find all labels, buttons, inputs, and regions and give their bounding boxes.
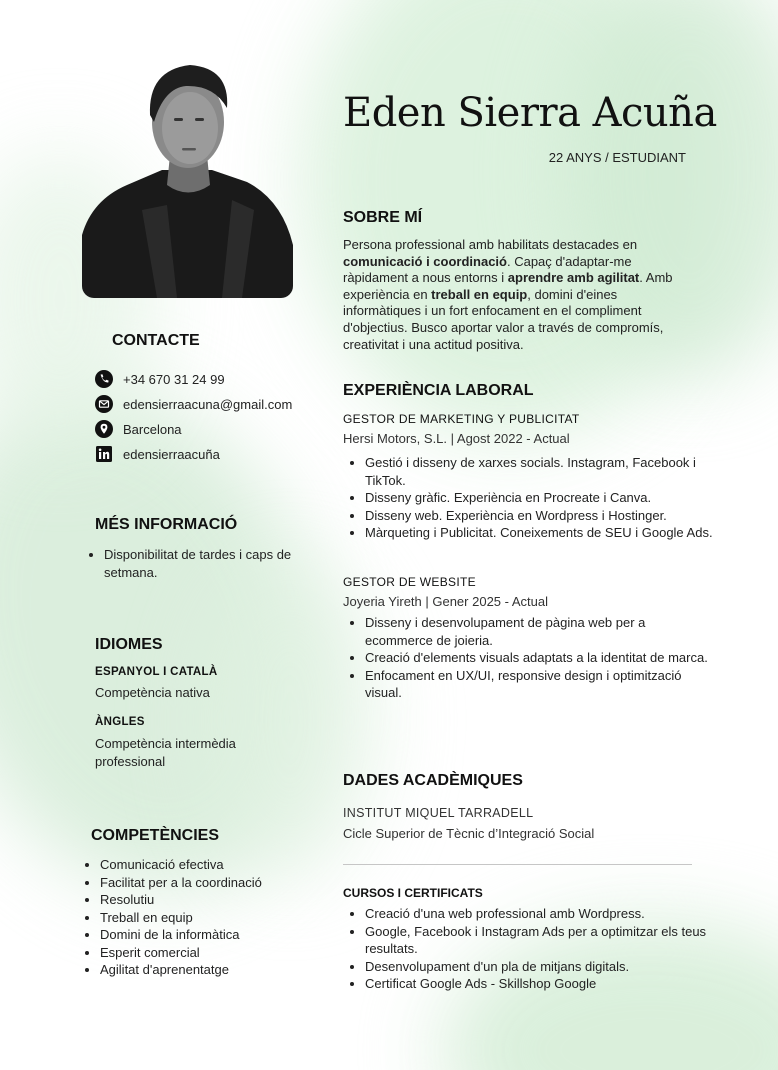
courses-heading: CURSOS I CERTIFICATS [343,886,483,900]
candidate-subtitle: 22 ANYS / ESTUDIANT [548,150,686,165]
experience-heading: EXPERIÈNCIA LABORAL [343,382,534,399]
list-item: • Creació d'una web professional amb Wordpress. [365,905,715,923]
skills-list [78,856,320,979]
location-pin-icon [95,420,113,438]
list-item: • Disseny gràfic. Experiència en Procreate i Canva. [365,489,725,507]
list-item: • Comunicació efectiva [100,856,320,874]
list-item: • Google, Facebook i Instagram Ads per a optimitzar els teus resultats. [365,923,715,958]
linkedin-icon [95,445,113,463]
job-bullets [343,614,710,702]
contact-text[interactable]: edensierraacuna@gmail.com [123,396,293,412]
language-level: Competència intermèdia professional [95,736,236,769]
list-item: • Agilitat d'aprenentatge [100,961,320,979]
email-icon [95,395,113,413]
language-level: Competència nativa [95,685,210,700]
skills-heading: COMPETÈNCIES [91,827,220,844]
contact-text[interactable]: +34 670 31 24 99 [123,371,225,387]
job-meta: Hersi Motors, S.L. | Agost 2022 - Actual [343,431,570,446]
list-item: • Esperit comercial [100,944,320,962]
job-title: GESTOR DE WEBSITE [343,575,476,589]
contact-text[interactable]: edensierraacuña [123,446,220,462]
contact-phone [95,369,225,389]
candidate-name: Eden Sierra Acuña [343,90,717,136]
degree-name: Cicle Superior de Tècnic d’Integració Social [343,826,595,841]
contact-location [95,419,182,439]
language-name: ÀNGLES [95,716,145,728]
list-item: • Gestió i disseny de xarxes socials. Instagram, Facebook i TikTok. [365,454,725,489]
contact-email [95,394,292,414]
more-info-heading: MÉS INFORMACIÓ [95,516,238,533]
list-item: • Treball en equip [100,909,320,927]
contact-heading: CONTACTE [112,332,200,349]
more-info-list [82,546,294,581]
languages-heading: IDIOMES [95,636,163,653]
contact-linkedin [95,444,220,464]
profile-photo [82,60,293,298]
language-name: ESPANYOL I CATALÀ [95,666,218,678]
job-meta: Joyeria Yireth | Gener 2025 - Actual [343,594,548,609]
job-title: GESTOR DE MARKETING Y PUBLICITAT [343,412,580,426]
list-item: • Domini de la informàtica [100,926,320,944]
courses-list [343,905,715,993]
about-heading: SOBRE MÍ [343,209,423,226]
phone-icon [95,370,113,388]
list-item: • Disseny web. Experiència en Wordpress i Hostinger. [365,507,725,525]
list-item: • Disseny i desenvolupament de pàgina web per a ecommerce de joieria. [365,614,710,649]
divider [343,864,692,865]
job-bullets [343,454,725,542]
about-text: Persona professional amb habilitats destacades en comunicació i coordinació. Capaç d'adaptar-me ràpidament a nous entorns i aprendre amb agilitat. Amb experiència en treball en equip, domini d'eines informàtiques i un fort enfocament en el compliment d'objectius. Busco aportar valor a través de compromís, creativitat i una actitud positiva. [343,237,673,352]
list-item: • Desenvolupament d'un pla de mitjans digitals. [365,958,715,976]
list-item: • Certificat Google Ads - Skillshop Google [365,975,715,993]
list-item: • Enfocament en UX/UI, responsive design i optimització visual. [365,667,710,702]
list-item: • Resolutiu [100,891,320,909]
list-item: • Disponibilitat de tardes i caps de setmana. [104,546,294,581]
list-item: • Facilitat per a la coordinació [100,874,320,892]
contact-text: Barcelona [123,421,182,437]
list-item: • Màrqueting i Publicitat. Coneixements de SEU i Google Ads. [365,524,725,542]
list-item: • Creació d'elements visuals adaptats a la identitat de marca. [365,649,710,667]
academic-heading: DADES ACADÈMIQUES [343,772,523,789]
school-name: INSTITUT MIQUEL TARRADELL [343,806,534,820]
